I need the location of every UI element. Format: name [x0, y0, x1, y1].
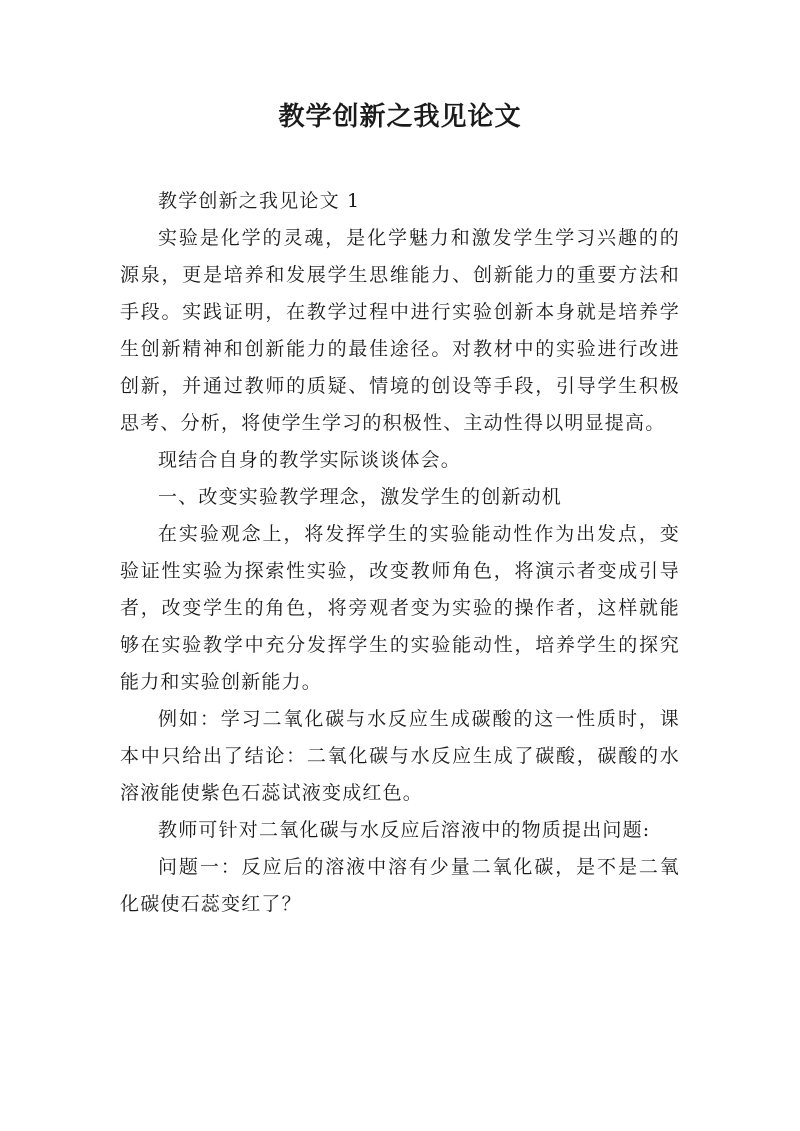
subheading: 一、改变实验教学理念，激发学生的创新动机	[158, 486, 563, 508]
paragraph: 在实验观念上，将发挥学生的实验能动性作为出发点，变验证性实验为探索性实验，改变教师角色，将演示者变成引导者，改变学生的角色，将旁观者变为实验的操作者，这样就能够在实验教学中充分发挥学生的实验能动性，培养学生的探究能力和实验创新能力。	[120, 523, 680, 693]
document-body	[120, 183, 680, 923]
paragraph: 教师可针对二氧化碳与水反应后溶液中的物质提出问题:	[158, 819, 651, 841]
paragraph: 例如：学习二氧化碳与水反应生成碳酸的这一性质时，课本中只给出了结论：二氧化碳与水反应生成了碳酸，碳酸的水溶液能使紫色石蕊试液变成红色。	[120, 708, 680, 804]
section-heading: 教学创新之我见论文 1	[158, 190, 361, 212]
paragraph: 问题一：反应后的溶液中溶有少量二氧化碳，是不是二氧化碳使石蕊变红了？	[120, 856, 680, 915]
paragraph: 现结合自身的教学实际谈谈体会。	[158, 449, 462, 471]
document-title: 教学创新之我见论文	[278, 102, 522, 132]
paragraph: 实验是化学的灵魂，是化学魅力和激发学生学习兴趣的的源泉，更是培养和发展学生思维能力、创新能力的重要方法和手段。实践证明，在教学过程中进行实验创新本身就是培养学生创新精神和创新能力的最佳途径。对教材中的实验进行改进创新，并通过教师的质疑、情境的创设等手段，引导学生积极思考、分析，将使学生学习的积极性、主动性得以明显提高。	[120, 227, 680, 434]
